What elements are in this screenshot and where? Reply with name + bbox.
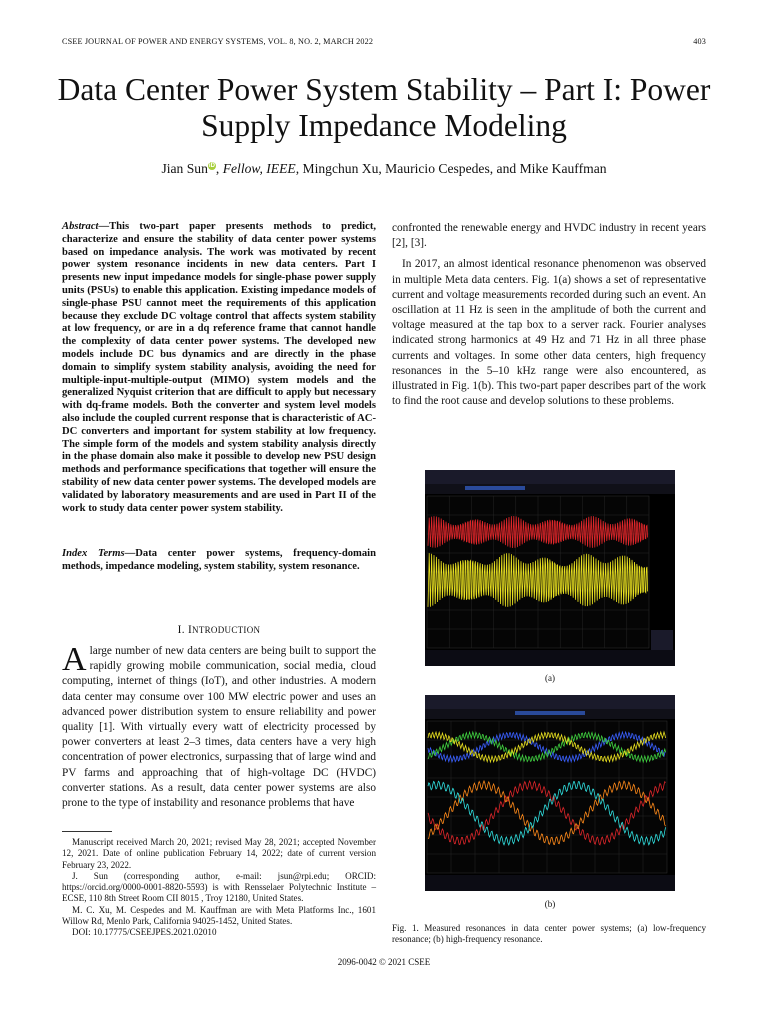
index-terms-text: —Data center power systems, frequency-domain methods, impedance modeling, system stability, system resonance. (62, 548, 376, 572)
index-terms-label: Index Terms (62, 548, 125, 559)
index-terms (62, 548, 376, 574)
figure-caption: Fig. 1. Measured resonances in data center power systems; (a) low-frequency resonance; (b) high-frequency resonance. (392, 923, 706, 945)
section-heading: I. INTRODUCTION (177, 624, 261, 636)
oscilloscope-screen-a (425, 470, 675, 666)
figure-1a-label: (a) (545, 673, 555, 683)
abstract-text: —This two-part paper presents methods to predict, characterize and ensure the stability of data center power systems based on impedance analysis. The work was motivated by recent power system resonance incidents in new data centers. Part I presents new input impedance models for single-phase power supply units (PSUs) to enable this application. Existing impedance models of single-phase PSU cannot meet the requirements of this application because they exclude DC voltage control that affects system stability at low frequency, or are in a dq reference frame that cannot handle the complexity of data center power systems. The developed new models include DC bus dynamics and are directly in the phase domain to simplify system stability analysis, avoiding the need for multiple-input-multiple-output (MIMO) system models and the generalized Nyquist criterion that are difficult to apply but necessary with dq-frame models. Both the converter and system level models also include the coupled current response that is characteristic of AC-DC converters and important for system stability at low frequency. The simple form of the models and system stability analysis directly in the phase domain also make it possible to develop new PSU design methods and performance specifications that together will ensure the stability of new data center power systems. The developed models are validated by laboratory measurements and are used in Part II of the work to study data center power system stability. (62, 221, 376, 514)
abstract-label: Abstract (62, 221, 99, 232)
footnote-received: Manuscript received March 20, 2021; revised May 28, 2021; accepted November 12, 2021. Date of online publication February 14, 2022; date of current version February 23, 2022. (62, 837, 376, 870)
author-line: Jian SuniD, Fellow, IEEE, Mingchun Xu, Mauricio Cespedes, and Mike Kauffman (161, 161, 607, 176)
page-number: 403 (693, 37, 706, 46)
orcid-icon[interactable]: iD (208, 163, 215, 170)
footnote-affiliation: M. C. Xu, M. Cespedes and M. Kauffman are with Meta Platforms Inc., 1601 Willow Rd, Menlo Park, California 94025-1452, United States. (62, 904, 376, 927)
oscilloscope-screen-b (425, 695, 675, 891)
right-column-text (392, 221, 706, 409)
author-first: Jian Sun (161, 161, 208, 176)
introduction-text: large number of new data centers are being built to support the rapidly growing mobile communication, social media, cloud computing, internet of things (IoT), and other industries. A modern data center may consume over 100 MW electric power and uses an advanced power distribution system to ensure reliability and power quality [1]. With virtually every watt of electricity processed by power converters at least 2–3 times, data centers have a very high concentration of power electronics, surpassing that of large wind and PV farms and approaching that of high-voltage DC (HVDC) converter stations. As a result, data center power systems are also prone to the type of instability and resonance problems that have (62, 645, 376, 810)
footnotes (62, 837, 376, 939)
paragraph-continued: confronted the renewable energy and HVDC industry in recent years [2], [3]. (392, 222, 706, 250)
drop-cap: A (62, 641, 87, 678)
figure-1b-label: (b) (544, 899, 556, 909)
journal-name: CSEE JOURNAL OF POWER AND ENERGY SYSTEMS, VOL. 8, NO. 2, MARCH 2022 (62, 37, 374, 46)
copyright-footer: 2096-0042 © 2021 CSEE (337, 957, 431, 967)
footnote-corresponding: J. Sun (corresponding author, e-mail: jsun@rpi.edu; ORCID: https://orcid.org/0000-0001-8820-5593) is with Rensselaer Polytechnic Institute – ECSE, 110 8th Street Room CII 8015 , Troy 12180, United States. (62, 870, 376, 904)
abstract (62, 221, 376, 515)
paper-title: Data Center Power System Stability – Part I: Power Supply Impedance Modeling (57, 72, 711, 143)
figure-1b-oscilloscope (425, 695, 675, 891)
footnote-rule (62, 831, 112, 832)
introduction-paragraph (62, 641, 376, 811)
paragraph-2017: In 2017, an almost identical resonance phenomenon was observed in multiple Meta data centers. Fig. 1(a) shows a set of representative current and voltage measurements recorded during such an event. An oscillation at 11 Hz is seen in the amplitude of both the current and voltage measured at the tap box to a server rack. Fourier analyses indicated strong harmonics at 49 Hz and 71 Hz in all three phase currents and voltages. In some other data centers, high frequency resonances in the 5–10 kHz range were also encountered, as illustrated in Fig. 1(b). This two-part paper describes part of the work to find the root cause and develop solutions to these problems. (392, 258, 706, 408)
figure-1a-oscilloscope (425, 470, 675, 666)
author-fellow: Fellow, IEEE (222, 161, 296, 176)
running-header (62, 37, 706, 46)
footnote-doi: DOI: 10.17775/CSEEJPES.2021.02010 (72, 927, 217, 938)
author-rest: , Mingchun Xu, Mauricio Cespedes, and Mike Kauffman (295, 161, 607, 176)
